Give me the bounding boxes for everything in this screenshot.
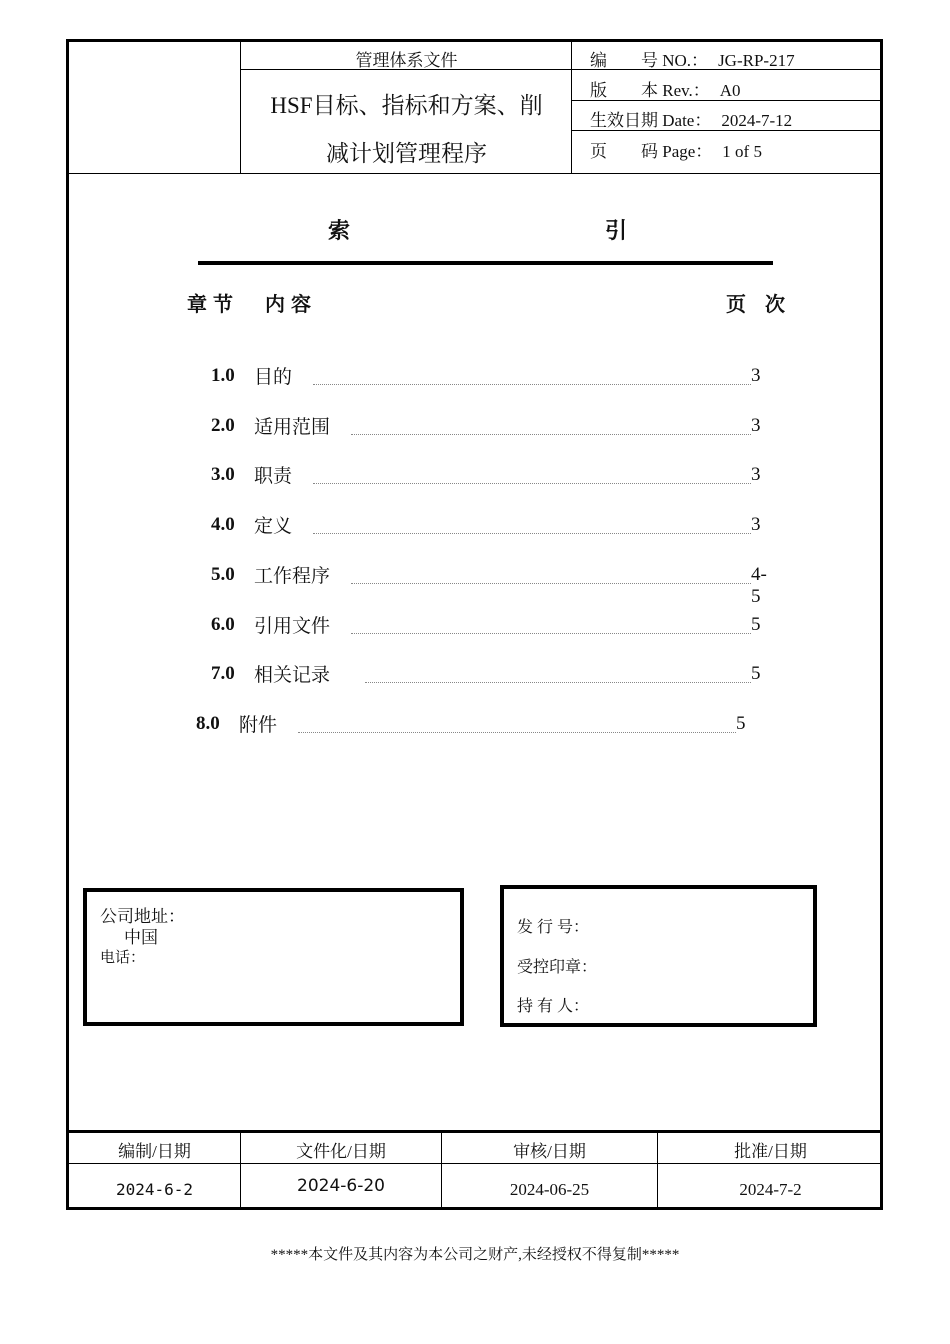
doc-number-row <box>590 46 795 71</box>
toc-leader-dots <box>313 533 751 534</box>
toc-entry-number: 6.0 <box>211 613 235 635</box>
reviewed-by-header: 审核/日期 <box>513 1142 586 1161</box>
toc-entry-number: 8.0 <box>196 712 220 734</box>
doc-number-label: 编 号 NO.： <box>590 51 709 70</box>
company-address-label: 公司地址： <box>100 907 185 926</box>
document-control-box <box>500 885 817 1027</box>
toc-entry-title: 目的 <box>254 367 293 388</box>
page-number-row <box>590 137 762 162</box>
index-title-rule <box>198 261 773 265</box>
signature-table-divider <box>69 1163 883 1164</box>
toc-entry-number: 7.0 <box>211 663 235 685</box>
toc-entry-title: 引用文件 <box>254 615 331 637</box>
toc-entry-page: 5 <box>736 712 746 734</box>
toc-entry-title: 工作程序 <box>254 565 331 587</box>
effective-date-row <box>590 106 792 131</box>
document-frame <box>66 39 883 1210</box>
toc-entry-number: 4.0 <box>211 514 235 536</box>
holder-label: 持 有 人： <box>517 998 590 1015</box>
title-line-1: HSF目标、指标和方案、削 <box>270 93 543 118</box>
toc-leader-dots <box>351 633 751 634</box>
toc-leader-dots <box>351 583 751 584</box>
toc-leader-dots <box>351 434 751 435</box>
reviewed-date: 2024-06-25 <box>509 1180 590 1199</box>
toc-entry-title: 职责 <box>254 466 293 488</box>
control-stamp-label: 受控印章： <box>517 959 598 976</box>
toc-entry <box>69 412 769 442</box>
toc-entry <box>69 611 769 641</box>
toc-entry <box>69 710 769 740</box>
effective-date-label: 生效日期 Date： <box>590 111 712 130</box>
effective-date-value: 2024-7-12 <box>721 111 793 130</box>
page-column-header: 页 次 <box>726 292 791 316</box>
toc-entry <box>69 561 769 607</box>
document-title <box>241 82 572 178</box>
signature-table-top <box>69 1130 883 1133</box>
page-number-label: 页 码 Page： <box>590 142 713 161</box>
approved-date: 2024-7-2 <box>739 1180 802 1199</box>
toc-entry-number: 5.0 <box>211 563 235 585</box>
toc-entry-page: 3 <box>751 365 761 386</box>
doc-number-value: JG-RP-217 <box>718 51 795 70</box>
toc-leader-dots <box>313 384 751 385</box>
documented-date: 2024-6-20 <box>297 1176 385 1196</box>
toc-leader-dots <box>298 732 736 733</box>
toc-entry-page: 5 <box>751 613 761 635</box>
toc-entry-page: 3 <box>751 464 761 486</box>
revision-row <box>590 76 741 101</box>
chapter-column-header: 章节 内容 <box>187 292 317 316</box>
toc-entry <box>69 660 769 690</box>
issue-number-label: 发 行 号： <box>517 919 590 936</box>
toc-entry-page: 3 <box>751 514 761 536</box>
toc-entry-title: 适用范围 <box>254 416 331 438</box>
toc-entry-title: 附件 <box>239 714 278 736</box>
prepared-by-header: 编制/日期 <box>118 1142 191 1161</box>
toc-leader-dots <box>365 682 751 683</box>
toc-entry <box>69 511 769 541</box>
page-number-value: 1 of 5 <box>722 142 762 161</box>
toc-entry-page: 3 <box>751 414 761 436</box>
toc-entry-page: 4-5 <box>751 563 767 607</box>
index-title-right: 引 <box>605 219 628 244</box>
approved-by-header: 批准/日期 <box>734 1142 807 1161</box>
toc-entry-page: 5 <box>751 663 761 685</box>
company-info-box <box>83 888 464 1026</box>
copyright-footer: *****本文件及其内容为本公司之财产,未经授权不得复制***** <box>270 1247 680 1263</box>
toc-entry-number: 3.0 <box>211 464 235 486</box>
company-country: 中国 <box>124 928 158 947</box>
revision-value: A0 <box>719 81 741 100</box>
toc-entry-number: 1.0 <box>211 365 235 386</box>
toc-entry-number: 2.0 <box>211 414 235 436</box>
prepared-date: 2024-6-2 <box>115 1180 194 1199</box>
toc-entry-title: 定义 <box>254 516 293 538</box>
system-label: 管理体系文件 <box>355 51 458 70</box>
company-phone-label: 电话： <box>100 950 146 966</box>
toc-leader-dots <box>313 483 751 484</box>
index-title-left: 索 <box>328 219 351 244</box>
title-line-2: 减计划管理程序 <box>326 141 487 166</box>
documented-by-header: 文件化/日期 <box>296 1142 386 1161</box>
toc-entry <box>69 362 769 392</box>
toc-entry <box>69 461 769 491</box>
revision-label: 版 本 Rev.： <box>590 81 710 100</box>
toc-entry-title: 相关记录 <box>254 665 331 687</box>
